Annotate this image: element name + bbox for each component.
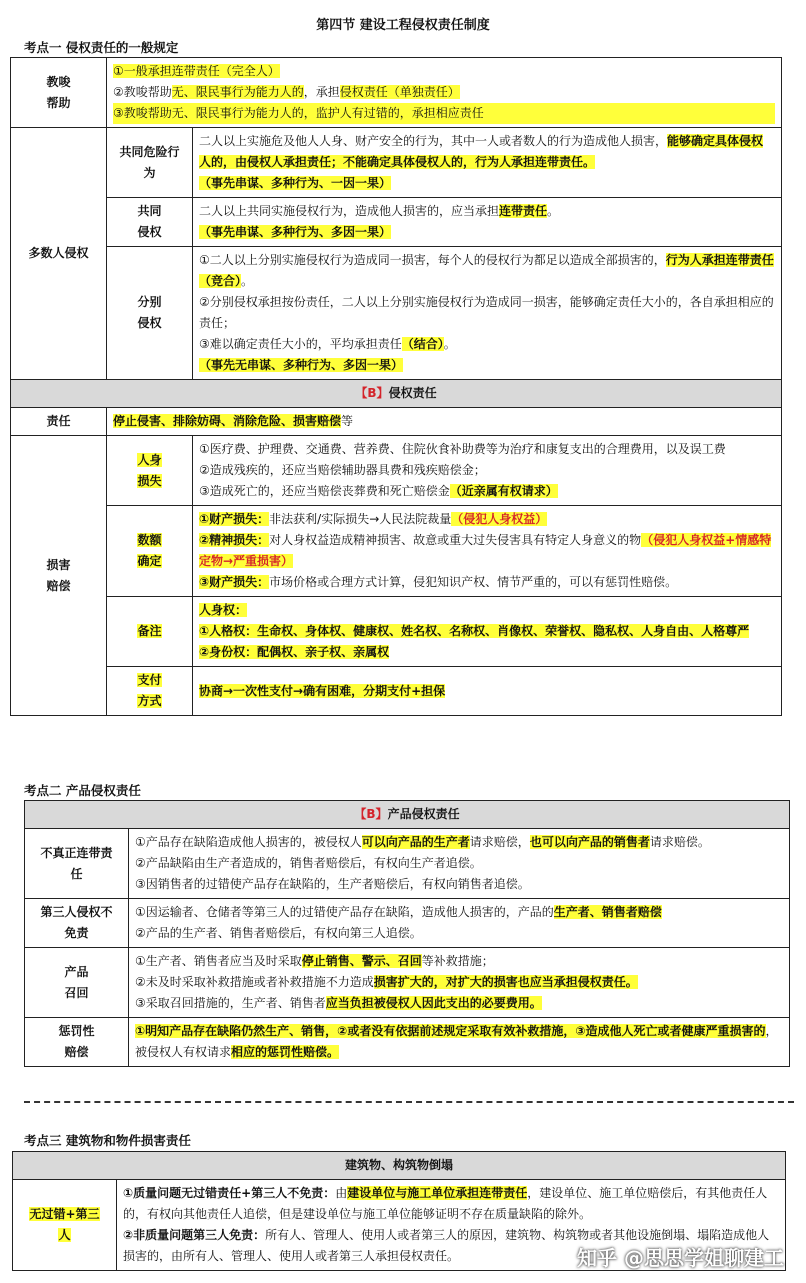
row-content: ①质量问题无过错责任+第三人不免责：由建设单位与施工单位承担连带责任，建设单位、施工单位赔偿后，有其他责任人的，有权向其他责任人追偿，但是建设单位与施工单位能够证明不存在质量缺陷的除外。 ②非质量问题第三人免责：所有人、管理人、使用人或者第三人的原因，建筑物、构筑物或者其他设施倒塌、塌陷造成他人损害的，由所有人、管理人、使用人或者第三人承担侵权责任。 — [117, 1180, 786, 1271]
row-label: 多数人侵权 — [11, 128, 107, 380]
row-content: ①一般承担连带责任（完全人） ②教唆帮助无、限民事行为能力人的，承担侵权责任（单独责任） ③教唆帮助无、限民事行为能力人的，监护人有过错的，承担相应责任 — [107, 58, 782, 128]
row-content: 二人以上共同实施侵权行为，造成他人损害的，应当承担连带责任。 （事先串谋、多种行为、多因一果） — [193, 198, 782, 247]
product-liability-table — [24, 800, 790, 1067]
table-row — [11, 667, 782, 716]
tort-liability-table — [10, 57, 782, 716]
table-row — [11, 380, 782, 408]
section-header: 建筑物、构筑物倒塌 — [13, 1152, 786, 1180]
row-label: 不真正连带责 任 — [25, 829, 129, 899]
table-row — [11, 58, 782, 128]
row-label: 教唆 帮助 — [11, 58, 107, 128]
divider — [24, 1101, 794, 1103]
table-row — [11, 506, 782, 597]
sub-label: 支付 方式 — [107, 667, 193, 716]
row-label: 责任 — [11, 408, 107, 436]
row-label: 损害 赔偿 — [11, 436, 107, 716]
table-row — [25, 1018, 790, 1067]
section-heading-3: 考点三 建筑物和物件损害责任 — [24, 1133, 191, 1148]
page-title: 第四节 建设工程侵权责任制度 — [316, 18, 490, 33]
row-content: ①明知产品存在缺陷仍然生产、销售，②或者没有依据前述规定采取有效补救措施，③造成他人死亡或者健康严重损害的，被侵权人有权请求相应的惩罚性赔偿。 — [129, 1018, 790, 1067]
row-content: ①生产者、销售者应当及时采取停止销售、警示、召回等补救措施； ②未及时采取补救措施或者补救措施不力造成损害扩大的，对扩大的损害也应当承担侵权责任。 ③采取召回措施的，生产者、销售者应当负担被侵权人因此支出的必要费用。 — [129, 948, 790, 1018]
sub-label: 共同危险行 为 — [107, 128, 193, 198]
row-content: 人身权： ①人格权：生命权、身体权、健康权、姓名权、名称权、肖像权、荣誉权、隐私权、人身自由、人格尊严 ②身份权：配偶权、亲子权、亲属权 — [193, 597, 782, 667]
sub-label: 共同 侵权 — [107, 198, 193, 247]
row-content: ①二人以上分别实施侵权行为造成同一损害，每个人的侵权行为都足以造成全部损害的，行为人承担连带责任（竞合）。 ②分别侵权承担按份责任，二人以上分别实施侵权行为造成同一损害，能够确定责任大小的，各自承担相应的责任； ③难以确定责任大小的，平均承担责任（结合）。 （事先无串谋、多种行为、多因一果） — [193, 247, 782, 380]
table-row — [25, 899, 790, 948]
table-row — [25, 948, 790, 1018]
row-content: ①财产损失：非法获利/实际损失→人民法院裁量（侵犯人身权益） ②精神损失：对人身权益造成精神损害、故意或重大过失侵害具有特定人身意义的物（侵犯人身权益+情感特定物→严重损害） ③财产损失：市场价格或合理方式计算，侵犯知识产权、情节严重的，可以有惩罚性赔偿。 — [193, 506, 782, 597]
section-heading-1: 考点一 侵权责任的一般规定 — [24, 40, 179, 55]
row-label: 无过错+第三 人 — [13, 1180, 117, 1271]
row-content: 协商→一次性支付→确有困难，分期支付+担保 — [193, 667, 782, 716]
table-row — [11, 247, 782, 380]
table-row — [11, 198, 782, 247]
section-header: 【B】产品侵权责任 — [25, 801, 790, 829]
table-row — [11, 408, 782, 436]
sub-label: 人身 损失 — [107, 436, 193, 506]
section-heading-2: 考点二 产品侵权责任 — [24, 783, 141, 798]
table-row — [11, 436, 782, 506]
row-content: ①产品存在缺陷造成他人损害的，被侵权人可以向产品的生产者请求赔偿，也可以向产品的销售者请求赔偿。 ②产品缺陷由生产者造成的，销售者赔偿后，有权向生产者追偿。 ③因销售者的过错使产品存在缺陷的，生产者赔偿后，有权向销售者追偿。 — [129, 829, 790, 899]
row-label: 产品 召回 — [25, 948, 129, 1018]
row-label: 第三人侵权不 免责 — [25, 899, 129, 948]
row-content: 停止侵害、排除妨碍、消除危险、损害赔偿等 — [107, 408, 782, 436]
table-row — [13, 1152, 786, 1180]
sub-label: 备注 — [107, 597, 193, 667]
sub-label: 数额 确定 — [107, 506, 193, 597]
row-content: ①医疗费、护理费、交通费、营养费、住院伙食补助费等为治疗和康复支出的合理费用，以及误工费 ②造成残疾的，还应当赔偿辅助器具费和残疾赔偿金； ③造成死亡的，还应当赔偿丧葬费和死亡赔偿金（近亲属有权请求） — [193, 436, 782, 506]
section-header: 【B】侵权责任 — [11, 380, 782, 408]
sub-label: 分别 侵权 — [107, 247, 193, 380]
table-row — [11, 597, 782, 667]
row-content: ①因运输者、仓储者等第三人的过错使产品存在缺陷，造成他人损害的，产品的生产者、销售者赔偿 ②产品的生产者、销售者赔偿后，有权向第三人追偿。 — [129, 899, 790, 948]
row-label: 惩罚性 赔偿 — [25, 1018, 129, 1067]
watermark: 知乎 @思思学姐聊建工 — [577, 1246, 784, 1270]
row-content: 二人以上实施危及他人人身、财产安全的行为，其中一人或者数人的行为造成他人损害，能够确定具体侵权人的，由侵权人承担责任；不能确定具体侵权人的，行为人承担连带责任。 （事先串谋、多种行为、一因一果） — [193, 128, 782, 198]
table-row — [25, 801, 790, 829]
table-row — [25, 829, 790, 899]
table-row — [11, 128, 782, 198]
